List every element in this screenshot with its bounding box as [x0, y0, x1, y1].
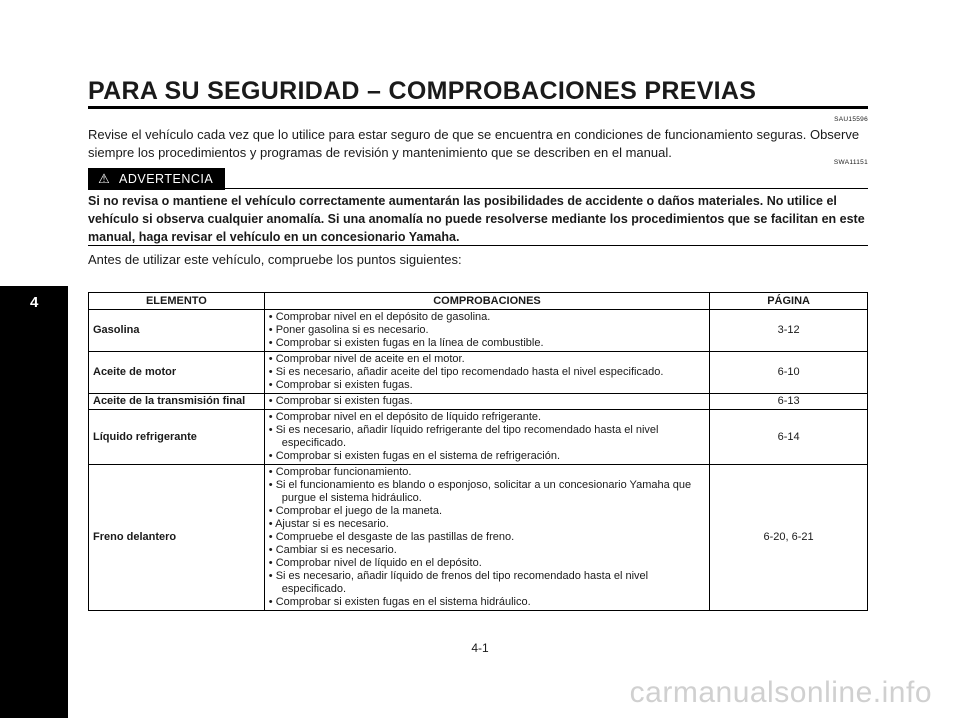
checks-table [88, 292, 868, 611]
row-page: 6-10 [710, 352, 868, 394]
warning-top-rule [225, 188, 868, 189]
row-page: 6-14 [710, 410, 868, 465]
check-item: • Comprobar funcionamiento. [268, 466, 412, 478]
check-item: • Poner gasolina si es necesario. [268, 324, 429, 336]
row-element: Líquido refrigerante [89, 410, 265, 465]
row-element: Aceite de la transmisión final [89, 394, 265, 410]
check-item: • Comprobar si existen fugas. [268, 379, 413, 391]
row-checks [264, 410, 709, 465]
pre-table-text: Antes de utilizar este vehículo, compruebe los puntos siguientes: [88, 252, 462, 267]
check-item: • Si es necesario, añadir líquido de frenos del tipo recomendado hasta el nivel especificado. [268, 570, 649, 595]
row-element: Freno delantero [89, 465, 265, 611]
row-checks [264, 352, 709, 394]
row-element: Gasolina [89, 310, 265, 352]
check-item: • Si es necesario, añadir líquido refrigerante del tipo recomendado hasta el nivel especificado. [268, 424, 659, 449]
table-row [89, 394, 868, 410]
check-item: • Comprobar si existen fugas en la línea de combustible. [268, 337, 544, 349]
header-page: PÁGINA [710, 293, 868, 310]
page-title: PARA SU SEGURIDAD – COMPROBACIONES PREVIAS [88, 77, 757, 105]
warning-label [88, 168, 225, 190]
check-item: • Comprobar nivel de aceite en el motor. [268, 353, 465, 365]
row-element: Aceite de motor [89, 352, 265, 394]
warning-bottom-rule [88, 245, 868, 246]
page-number: 4-1 [471, 641, 489, 655]
warning-triangle-icon: ⚠ [98, 171, 110, 186]
check-item: • Comprobar nivel en el depósito de gasolina. [268, 311, 491, 323]
intro-reference-code: SAU15596 [834, 116, 868, 123]
watermark: carmanualsonline.info [629, 676, 932, 709]
header-checks: COMPROBACIONES [264, 293, 709, 310]
check-item: • Si es necesario, añadir aceite del tipo recomendado hasta el nivel especificado. [268, 366, 664, 378]
table-row [89, 465, 868, 611]
table-row [89, 352, 868, 394]
header-element: ELEMENTO [89, 293, 265, 310]
check-item: • Comprobar nivel en el depósito de líquido refrigerante. [268, 411, 542, 423]
check-item: • Comprobar nivel de líquido en el depósito. [268, 557, 482, 569]
warning-reference-code: SWA11151 [833, 159, 868, 166]
check-item: • Ajustar si es necesario. [268, 518, 389, 530]
row-page: 6-13 [710, 394, 868, 410]
check-item: • Comprobar si existen fugas en el sistema de refrigeración. [268, 450, 561, 462]
table-header-row [89, 293, 868, 310]
row-checks [264, 394, 709, 410]
check-item: • Comprobar si existen fugas. [268, 395, 413, 407]
table-row [89, 410, 868, 465]
warning-text: Si no revisa o mantiene el vehículo correctamente aumentarán las posibilidades de accidente o daños materiales. No utilice el vehículo si observa cualquier anomalía. Si una anomalía no puede resolverse mediante los procedimientos que se facilitan en este manual, haga revisar el vehículo en un concesionario Yamaha. [88, 194, 865, 244]
check-item: • Compruebe el desgaste de las pastillas de freno. [268, 531, 515, 543]
check-item: • Comprobar si existen fugas en el sistema hidráulico. [268, 596, 531, 608]
row-page: 6-20, 6-21 [710, 465, 868, 611]
row-checks [264, 465, 709, 611]
check-item: • Comprobar el juego de la maneta. [268, 505, 443, 517]
row-page: 3-12 [710, 310, 868, 352]
warning-label-text: ADVERTENCIA [119, 172, 214, 186]
chapter-tab-number: 4 [30, 294, 39, 311]
row-checks [264, 310, 709, 352]
check-item: • Cambiar si es necesario. [268, 544, 397, 556]
check-item: • Si el funcionamiento es blando o esponjoso, solicitar a un concesionario Yamaha que purgue el sistema hidráulico. [268, 479, 692, 504]
intro-paragraph: Revise el vehículo cada vez que lo utilice para estar seguro de que se encuentra en condiciones de funcionamiento seguras. Observe siempre los procedimientos y programas de revisión y mantenimiento que se describen en el manual. [88, 127, 860, 160]
table-row [89, 310, 868, 352]
title-underline [88, 106, 868, 109]
